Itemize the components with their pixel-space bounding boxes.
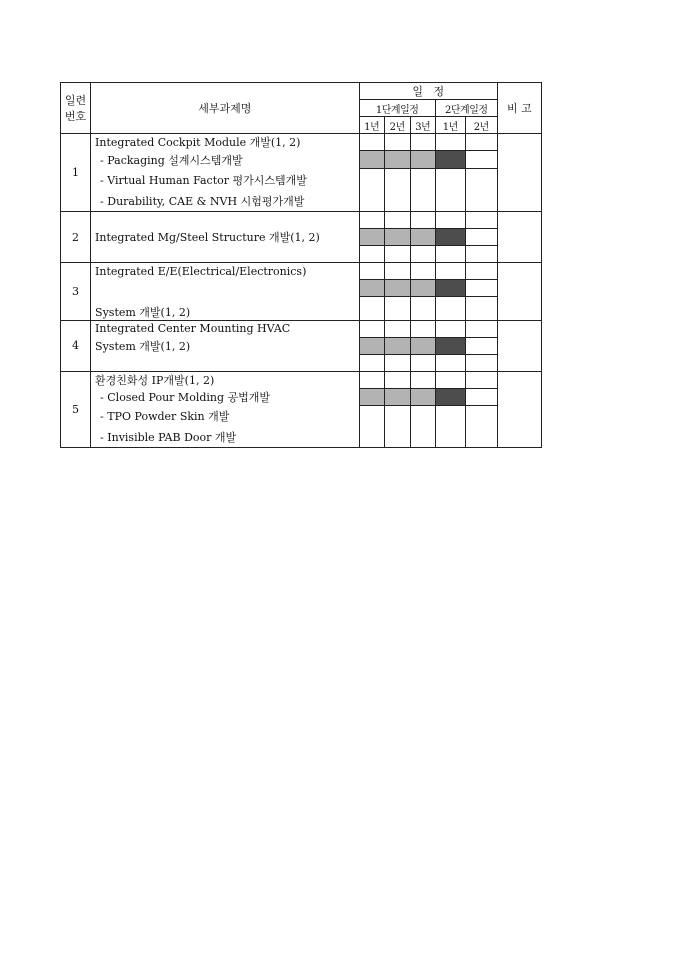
task-line: Integrated E/E(Electrical/Electronics): [91, 263, 360, 280]
schedule-bar-phase1: [410, 388, 435, 405]
task-line: - Durability, CAE & NVH 시험평가개발: [91, 191, 360, 212]
schedule-bar-phase1: [410, 229, 435, 246]
row-number: 5: [61, 371, 91, 447]
task-line: Integrated Mg/Steel Structure 개발(1, 2): [91, 212, 360, 263]
schedule-header: 일 정: [359, 83, 497, 100]
remarks-cell: [497, 134, 541, 212]
schedule-bar-phase1: [359, 151, 384, 169]
remarks-cell: [497, 263, 541, 321]
schedule-bar-phase2: [435, 151, 465, 169]
task-line: Integrated Center Mounting HVAC: [91, 320, 360, 337]
task-line: System 개발(1, 2): [91, 337, 360, 354]
schedule-bar-phase2: [435, 229, 465, 246]
task-line: - Virtual Human Factor 평가시스템개발: [91, 169, 360, 191]
year-header: 2년: [465, 117, 497, 134]
schedule-bar-phase1: [384, 280, 410, 297]
schedule-bar-phase1: [384, 337, 410, 354]
schedule-bar-phase1: [384, 229, 410, 246]
year-header: 1년: [435, 117, 465, 134]
row-number: 1: [61, 134, 91, 212]
phase1-header: 1단계일정: [359, 100, 435, 117]
row-number: 4: [61, 320, 91, 371]
remarks-cell: [497, 371, 541, 447]
task-line: System 개발(1, 2): [91, 304, 360, 321]
schedule-bar-phase1: [410, 337, 435, 354]
task-line: 환경친화성 IP개발(1, 2): [91, 371, 360, 388]
schedule-bar-phase1: [359, 280, 384, 297]
task-name-header: 세부과제명: [91, 83, 360, 134]
schedule-bar-phase2: [435, 388, 465, 405]
schedule-bar-phase1: [410, 151, 435, 169]
task-line: - Packaging 설계시스템개발: [91, 151, 360, 169]
schedule-table: [60, 82, 542, 448]
schedule-bar-phase1: [359, 337, 384, 354]
schedule-bar-phase1: [359, 388, 384, 405]
task-line: - Invisible PAB Door 개발: [91, 427, 360, 447]
year-header: 3년: [410, 117, 435, 134]
remarks-cell: [497, 212, 541, 263]
row-number: 3: [61, 263, 91, 321]
schedule-bar-phase2: [435, 280, 465, 297]
schedule-bar-phase2: [435, 337, 465, 354]
row-number: 2: [61, 212, 91, 263]
phase2-header: 2단계일정: [435, 100, 497, 117]
serial-number-header: 일련 번호: [61, 83, 91, 134]
schedule-bar-phase1: [384, 388, 410, 405]
task-line: - TPO Powder Skin 개발: [91, 405, 360, 427]
schedule-bar-phase1: [384, 151, 410, 169]
schedule-bar-phase1: [359, 229, 384, 246]
schedule-bar-phase1: [410, 280, 435, 297]
year-header: 1년: [359, 117, 384, 134]
year-header: 2년: [384, 117, 410, 134]
remarks-header: 비 고: [497, 83, 541, 134]
remarks-cell: [497, 320, 541, 371]
task-line: - Closed Pour Molding 공법개발: [91, 388, 360, 405]
task-line: Integrated Cockpit Module 개발(1, 2): [91, 134, 360, 151]
